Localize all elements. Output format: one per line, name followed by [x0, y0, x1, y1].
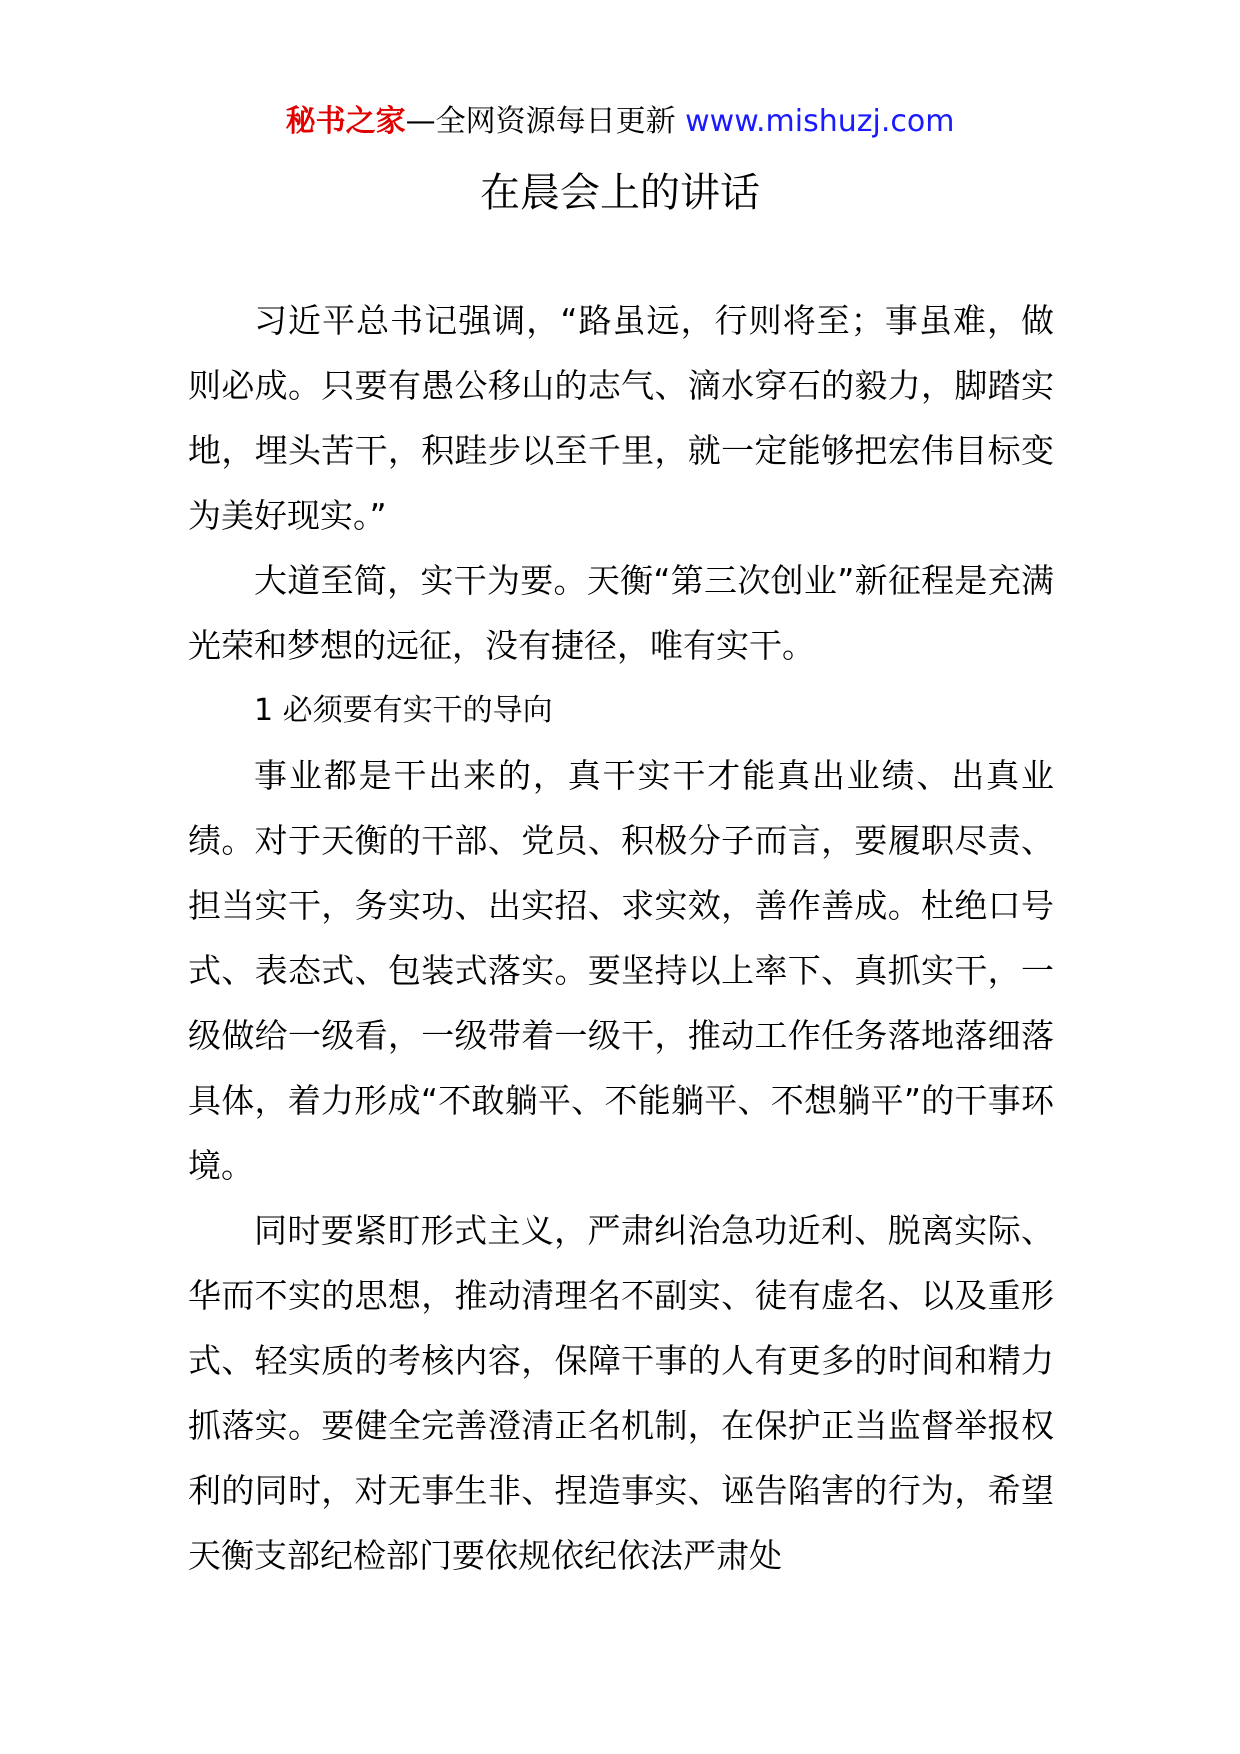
header-slogan: —全网资源每日更新	[405, 104, 686, 139]
document-title: 在晨会上的讲话	[480, 170, 760, 216]
section-heading: 1 必须要有实干的导向	[254, 693, 553, 728]
paragraph-section-2: 同时要紧盯形式主义，严肃纠治急功近利、脱离实际、华而不实的思想，推动清理名不副实、徒有虚名、以及重形式、轻实质的考核内容，保障干事的人有更多的时间和精力抓落实。要健全完善澄清正名机制，在保护正当监督举报权利的同时，对无事生非、捏造事实、诬告陷害的行为，希望天衡支部纪检部门要依规依纪依法严肃处	[188, 1211, 1054, 1575]
site-header	[0, 100, 1240, 144]
site-url-link[interactable]: www.mishuzj.com	[685, 104, 955, 139]
paragraph-intro: 大道至简，实干为要。天衡“第三次创业”新征程是充满光荣和梦想的远征，没有捷径，唯有实干。	[188, 561, 1054, 665]
paragraph-section-1: 事业都是干出来的，真干实干才能真出业绩、出真业绩。对于天衡的干部、党员、积极分子而言，要履职尽责、担当实干，务实功、出实招、求实效，善作善成。杜绝口号式、表态式、包装式落实。要坚持以上率下、真抓实干，一级做给一级看，一级带着一级干，推动工作任务落地落细落具体，着力形成“不敢躺平、不能躺平、不想躺平”的干事环境。	[188, 756, 1054, 1185]
brand-name: 秘书之家	[285, 104, 406, 139]
paragraph-quote: 习近平总书记强调，“路虽远，行则将至；事虽难，做则必成。只要有愚公移山的志气、滴水穿石的毅力，脚踏实地，埋头苦干，积跬步以至千里，就一定能够把宏伟目标变为美好现实。”	[188, 301, 1054, 535]
document-body	[188, 288, 1054, 1588]
